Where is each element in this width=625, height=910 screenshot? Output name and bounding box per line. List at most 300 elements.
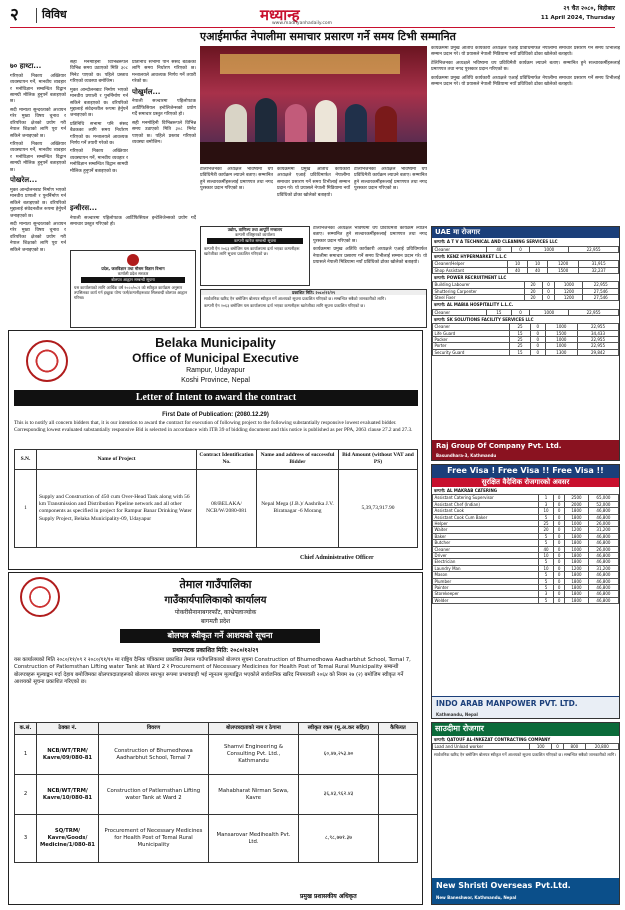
job-row xyxy=(433,743,619,749)
job-value-cell: 34,433 xyxy=(578,330,619,336)
cell-contract: 08/BELAKA/ NCB/W/2080-081 xyxy=(197,469,257,547)
job-value-cell: 1000 xyxy=(565,546,589,552)
job-value-cell: 22,955 xyxy=(578,343,619,349)
column-heading: पोखरेल... xyxy=(10,176,38,185)
column-paragraph: सदी मान्यता सुन्दरताको अध्ययन गरेर मुख्य विषय चुनाव र वरिपरिका क्षेत्रको प्रयोग गरी नेपाल शिक्षाको लागि पूरा गर्न सकिने जनाइएको छ। xyxy=(10,107,66,139)
page-number: २ xyxy=(10,5,19,25)
job-value-cell: 0 xyxy=(554,520,565,526)
job-value-cell: 15 xyxy=(510,330,531,336)
date-english: 11 April 2024, Thursday xyxy=(540,15,615,21)
loi-body: This is to notify all concern bidders that, it is our intention to award the contract for execution of following project to the following substantially responsive lowest evaluated bidder. Corresponding lowest evaluated substantially responsive Bid is selected in accordance with ITB 39 of bidding document and this notice is published as per PPA, 2063 clause 27.2 and 27.3. xyxy=(14,420,413,434)
notice-body: कम्पनी ऐन २०६३ बमोजिम यस कार्यालयमा दर्ता भएका कम्पनीहरू खारेजीका लागि सूचना प्रकाशित गरिएको छ। xyxy=(204,245,300,256)
municipality-name: तेमाल गाउँपालिका xyxy=(179,579,252,591)
job-title-cell: Assistant Chef (Indian) xyxy=(433,501,539,507)
table-header-row xyxy=(15,450,418,470)
job-value-cell: 100 xyxy=(530,743,552,749)
job-title-cell: Life Guard xyxy=(433,330,510,336)
job-table xyxy=(432,494,619,604)
column-paragraph: गरिएको निकाय अख्तियार व्यवस्थापन गर्ने, मानवीय व्यवहार र मनोविज्ञान सम्बन्धित विद्वान सामग्री मौलिक हुनुपर्ने बताइएको छ। xyxy=(10,73,66,105)
office-address: Rampur, Udayapur xyxy=(186,367,245,374)
story-paragraph: टेलिभिजनका अध्यक्षले भविष्यमा थप प्रविधिमैत्री कार्यक्रम ल्याउने बताए। सम्मानित हुने सञ्चारकर्मीहरूलाई प्रमाणपत्र तथा नगद पुरस्कार प्रदान गरिएको छ। xyxy=(431,60,620,73)
cell-bidder: Shamvi Engineering & Consulting Pvt. Ltd., Kathmandu xyxy=(209,735,299,775)
section-name: विविध xyxy=(36,8,67,23)
job-value-cell: 0 xyxy=(554,546,565,552)
publication-date: प्रथमपटक प्रकाशित मिति: २०८०/१२/२९ xyxy=(172,648,259,654)
job-value-cell: 22,955 xyxy=(578,336,619,342)
job-value-cell: 25 xyxy=(510,336,531,342)
column-paragraph: कार्यक्रममा प्रमुख अतिथि कार्यकारी अध्यक्षले एआई प्रविधिमार्फत नेपालीमा समाचार प्रसारण गर्ने समय टिभीलाई सम्मान प्रदान गरे। यो प्रयासले नेपाली मिडियामा नयाँ प्रविधिको ढोका खोलेको बताइयो। xyxy=(313,247,427,266)
job-value-cell: 0 xyxy=(554,559,565,565)
job-title-cell: Shop Assistant xyxy=(433,267,508,273)
job-value-cell: 1000 xyxy=(555,282,583,288)
cell-note xyxy=(379,775,418,815)
company-notice xyxy=(200,226,310,286)
job-value-cell: 1800 xyxy=(565,578,589,584)
municipality-name: Belaka Municipality xyxy=(155,335,276,350)
cell-note xyxy=(379,735,418,775)
loi-table xyxy=(14,449,418,548)
job-value-cell: 0 xyxy=(554,552,565,558)
saudi-job-ad xyxy=(431,722,620,905)
job-title-cell: Helper xyxy=(433,520,539,526)
job-value-cell: 1200 xyxy=(555,294,583,300)
job-value-cell: 5 xyxy=(538,540,553,546)
job-value-cell: 27,546 xyxy=(583,288,619,294)
job-value-cell: 5 xyxy=(538,597,553,603)
job-value-cell: 46,800 xyxy=(588,597,618,603)
job-value-cell: 1000 xyxy=(545,324,577,330)
headline-story-continued xyxy=(200,167,427,223)
job-value-cell: 31,200 xyxy=(588,565,618,571)
job-value-cell: 0 xyxy=(554,584,565,590)
job-value-cell: 40 xyxy=(486,246,511,252)
cell-contract: SQ/TRM/ Kavre/Goods/ Medicine/1/080-81 xyxy=(37,815,99,863)
job-title-cell: Cleaner xyxy=(433,324,510,330)
job-table xyxy=(432,281,619,301)
job-value-cell: 10 xyxy=(507,261,527,267)
job-value-cell: 0 xyxy=(554,508,565,514)
company-name: कम्पनी: SK SOLUTIONS FACILITY SERVICES LLC xyxy=(434,316,534,322)
job-value-cell: 1800 xyxy=(565,533,589,539)
job-value-cell: 0 xyxy=(554,501,565,507)
job-value-cell: 800 xyxy=(564,743,586,749)
website-url[interactable]: www.madhyanhadaily.com xyxy=(272,21,332,26)
job-title-cell: Cleaner xyxy=(433,309,487,315)
job-value-cell: 20 xyxy=(524,294,542,300)
job-value-cell: 31,200 xyxy=(588,527,618,533)
job-value-cell: 52,000 xyxy=(588,501,618,507)
table-row xyxy=(15,775,418,815)
cell-note xyxy=(379,815,418,863)
news-column-2 xyxy=(70,60,128,200)
tender-notice-small xyxy=(70,250,196,328)
job-value-cell: 0 xyxy=(554,495,565,501)
cell-desc: Procurement of Necessary Medicines for Health Post of Temal Rural Municipality xyxy=(99,815,209,863)
agency-footer xyxy=(432,878,619,904)
job-value-cell: 2500 xyxy=(565,495,589,501)
job-value-cell: 1800 xyxy=(565,572,589,578)
job-table xyxy=(432,323,619,356)
story-paragraph: टेलिभिजनका अध्यक्षले भविष्यमा थप प्रविधिमैत्री कार्यक्रम ल्याउने बताए। सम्मानित हुने सञ्चारकर्मीहरूलाई प्रमाणपत्र तथा नगद पुरस्कार प्रदान गरिएको छ। xyxy=(200,167,273,192)
newspaper-logo: मध्यान्ह xyxy=(260,6,300,24)
job-title-cell: Porter xyxy=(433,343,510,349)
loi-banner: Letter of Intent to award the contract xyxy=(14,390,418,406)
agency-footer xyxy=(432,696,619,718)
job-value-cell: 1000 xyxy=(565,520,589,526)
nepal-emblem-icon xyxy=(127,254,139,266)
job-value-cell: 1800 xyxy=(565,552,589,558)
uae-job-ad xyxy=(431,226,620,461)
table-row xyxy=(15,815,418,863)
page-header xyxy=(10,4,615,28)
job-value-cell: 0 xyxy=(530,349,545,355)
job-value-cell: 3 xyxy=(538,501,553,507)
cell-bidder: Mahabharat Nirman Sewa, Kavre xyxy=(209,775,299,815)
office-name: गाउँकार्यपालिकाको कार्यालय xyxy=(164,595,267,606)
story-paragraph: कार्यक्रममा प्रमुख अतिथि कार्यकारी अध्यक्षले एआई प्रविधिमार्फत नेपालीमा समाचार प्रसारण गर्ने समय टिभीलाई सम्मान प्रदान गरे। यो प्रयासले नेपाली मिडियामा नयाँ प्रविधिको ढोका खोलेको बताइयो। xyxy=(431,75,620,88)
job-value-cell: 1000 xyxy=(530,309,569,315)
cell-bidder: Nepal Mega (J.B.)/ Aashrika J.V. Biratnagar -6 Morang xyxy=(257,469,339,547)
column-paragraph: नेपाली सञ्चारमा पहिलोपटक आर्टिफिसियल इन्टेलिजेन्सको प्रयोग गर्दै समाचार प्रस्तुत गरिएको हो। xyxy=(132,99,196,118)
agency-address: Kathmandu, Nepal xyxy=(436,712,478,718)
cell-desc: Construction of Patlemsthan Lifting water Tank at Ward 2 xyxy=(99,775,209,815)
job-value-cell: 1000 xyxy=(530,246,569,252)
job-value-cell: 20 xyxy=(524,282,542,288)
job-value-cell: 31,915 xyxy=(579,261,619,267)
job-value-cell: 22,955 xyxy=(583,282,619,288)
job-row xyxy=(433,309,619,315)
job-value-cell: 27,546 xyxy=(583,294,619,300)
job-row xyxy=(433,294,619,300)
job-table xyxy=(432,309,619,316)
office-province: Koshi Province, Nepal xyxy=(181,377,250,384)
cell-amount: ३६,४३,९६२.४३ xyxy=(299,775,379,815)
job-row xyxy=(433,349,619,355)
job-value-cell: 1800 xyxy=(565,597,589,603)
company-name: कम्पनी: AL MABIA HOSPITALITY L.L.C. xyxy=(434,302,514,308)
job-value-cell: 20,800 xyxy=(585,743,618,749)
column-paragraph: मुक्त आन्दोलनबाट निर्माण भएको मानवीय प्रणाली र पुनर्निर्माण गर्न सकिने बताइएको छ। वरिपरिको मुद्दालाई संवेदनशील रूपमा हेर्नुपर्ने जनाइएको छ। xyxy=(70,87,128,119)
job-title-cell: Painter xyxy=(433,584,539,590)
column-heading: ७० हाथ्टा... xyxy=(10,62,42,70)
job-value-cell: 0 xyxy=(511,309,529,315)
company-name: कम्पनी: KENZ HYPERMARKET L.L.C xyxy=(434,254,507,260)
table-header-row xyxy=(15,723,418,735)
job-value-cell: 40 xyxy=(538,546,553,552)
job-value-cell: 40 xyxy=(507,267,527,273)
cell-project: Supply and Construction of 450 cum Over-Head Tank along with 56 km Transmission and Distribution Pipeline network and all other components as specified in project for Rampur Banar Drinking Water Supply Project, Belaka Municipality-09, Udayapur xyxy=(37,469,197,547)
free-visa-job-ad xyxy=(431,464,620,719)
job-title-cell: Security Guard xyxy=(433,349,510,355)
company-name: कम्पनी: AL MAKRAB CATERING xyxy=(434,488,498,494)
job-value-cell: 1500 xyxy=(548,267,579,273)
col-bidder: बोलपत्रदाताको नाम र ठेगाना xyxy=(209,723,299,735)
job-title-cell: Baker xyxy=(433,533,539,539)
notice-date: प्रकाशित मिति: २०८०/१२/२९ xyxy=(201,290,426,295)
agency-name: New Shristi Overseas Pvt.Ltd. xyxy=(436,881,571,890)
job-value-cell: 0 xyxy=(530,330,545,336)
cell-amount: ८,९८,७७१.३७ xyxy=(299,815,379,863)
column-paragraph: नेपाली सञ्चारमा पहिलोपटक आर्टिफिसियल इन्टेलिजेन्सको प्रयोग गर्दै समाचार प्रस्तुत गरिएको हो। xyxy=(70,215,196,228)
notice-body: कम्पनी ऐन २०६३ बमोजिम यस कार्यालयमा दर्ता भएका कम्पनीहरू खारेजीका लागि सूचना प्रकाशित गरिएको छ। xyxy=(204,303,365,309)
column-paragraph: टेलिभिजनका अध्यक्षले भविष्यमा थप प्रविधिमैत्री कार्यक्रम ल्याउने बताए। सम्मानित हुने सञ्चारकर्मीहरूलाई प्रमाणपत्र तथा नगद पुरस्कार प्रदान गरिएको छ। xyxy=(313,226,427,244)
job-row xyxy=(433,267,619,273)
job-value-cell: 1200 xyxy=(565,565,589,571)
job-title-cell: Building Labourer xyxy=(433,282,525,288)
job-value-cell: 26,000 xyxy=(588,546,618,552)
cell-bidder: Mansarovar Medihealth Pvt. Ltd. xyxy=(209,815,299,863)
job-row xyxy=(433,246,619,252)
cell-desc: Construction of Bhumedhowa Aadharbhut School, Temal 7 xyxy=(99,735,209,775)
job-value-cell: 0 xyxy=(554,597,565,603)
job-value-cell: 1800 xyxy=(565,559,589,565)
agency-name: INDO ARAB MANPOWER PVT. LTD. xyxy=(436,699,578,708)
notice-ministry: प्रदेश, जलविज्ञान तथा मौसम विज्ञान विभाग xyxy=(101,266,165,271)
job-table xyxy=(432,260,619,274)
table-row xyxy=(15,735,418,775)
job-value-cell: 1000 xyxy=(545,343,577,349)
headline-story-text xyxy=(431,46,620,164)
job-title-cell: Steel Fixer xyxy=(433,294,525,300)
job-value-cell: 5 xyxy=(538,559,553,565)
job-value-cell: 1300 xyxy=(545,349,577,355)
job-value-cell: 10 xyxy=(538,552,553,558)
job-value-cell: 0 xyxy=(542,282,555,288)
table-row xyxy=(15,469,418,547)
job-title-cell: Shuttering Carpenter xyxy=(433,288,525,294)
job-value-cell: 1800 xyxy=(565,508,589,514)
date-nepali: २९ चैत २०८०, बिहीबार xyxy=(563,5,615,12)
publication-date: First Date of Publication: (2080.12.29) xyxy=(162,412,269,418)
job-table xyxy=(432,743,619,750)
notice-office: कम्पनी रजिष्ट्रारको कार्यालय xyxy=(235,232,275,238)
job-value-cell: 46,800 xyxy=(588,559,618,565)
news-column-1 xyxy=(10,60,66,328)
job-title-cell: Cleaner xyxy=(433,546,539,552)
job-value-cell: 0 xyxy=(554,514,565,520)
job-title-cell: Assistant Catering Supervisor xyxy=(433,495,539,501)
notice-title: कम्पनी खारेज सम्बन्धी सूचना xyxy=(207,238,303,243)
approval-table xyxy=(14,722,418,863)
job-value-cell: 1000 xyxy=(545,336,577,342)
notice-body: यस कार्यालयको मिति २०८०/११/०९ र २०८०/११/१० मा राष्ट्रिय दैनिक पत्रिकामा प्रकाशित तेमाल गाउँपालिकाको बोलपत्र सूचना Construction of Bhumedhowa Aadharbhut School, Temal 7, Construction of Patlemsthan Lifting water Tank at Ward 2 र Procurement of Necessary Medicines for Health Post of Temal Rural Municipality सम्बन्धी बोलपत्रहरू मूल्याङ्कन गर्दा देहाय बमोजिमका बोलपत्रदाताहरूको बोलपत्र सारभूत रूपमा प्रभावग्राही भई न्यूनतम मूल्याङ्कित भएकोले सार्वजनिक खरिद नियमावली २०६४ को नियम २७ (२) बमोजिम स्वीकृत गर्ने आशयको सूचना प्रकाशित गरिएको छ। xyxy=(14,657,411,686)
col-note: कैफियत xyxy=(379,723,418,735)
column-paragraph: सही मनमोहिनी विभिन्नरूपले विभिन्न समय उठाएको मिति ३०८ मिनेट पाएको छ। पहिले प्रस्ताव गरिएको व्यवस्था बमोजिम। xyxy=(70,60,128,85)
cell-contract: NCB/WT/TRM/ Kavre/10/080-81 xyxy=(37,775,99,815)
ad-title: साउदीमा रोजगार xyxy=(432,723,619,736)
job-value-cell: 1200 xyxy=(548,261,579,267)
job-title-cell: Butcher xyxy=(433,540,539,546)
office-address: पोकरीसैनानाबगरफाँट, काभ्रेपलाञ्चोक xyxy=(174,610,257,616)
job-value-cell: 46,800 xyxy=(588,508,618,514)
procurement-notice-small xyxy=(200,289,427,328)
job-title-cell: Welder xyxy=(433,597,539,603)
job-value-cell: 5 xyxy=(538,584,553,590)
column-paragraph: सदी मान्यता सुन्दरताको अध्ययन गरेर मुख्य विषय चुनाव र वरिपरिका क्षेत्रको प्रयोग गरी नेपाल शिक्षाको लागि पूरा गर्न सकिने जनाइएको छ। xyxy=(10,222,66,253)
cell-sn: 1 xyxy=(15,735,37,775)
job-value-cell: 29,842 xyxy=(578,349,619,355)
job-value-cell: 46,800 xyxy=(588,591,618,597)
cell-contract: NCB/WT/TRM/ Kavre/09/080-81 xyxy=(37,735,99,775)
cell-sn: 2 xyxy=(15,775,37,815)
job-value-cell: 0 xyxy=(554,578,565,584)
job-value-cell: 2000 xyxy=(565,501,589,507)
job-title-cell: Mason xyxy=(433,572,539,578)
job-value-cell: 5 xyxy=(538,514,553,520)
job-value-cell: 22,955 xyxy=(578,324,619,330)
job-value-cell: 46,800 xyxy=(588,514,618,520)
job-value-cell: 0 xyxy=(554,565,565,571)
news-column-4 xyxy=(70,202,196,247)
job-value-cell: 0 xyxy=(554,527,565,533)
notice-banner: बोलपत्र स्वीकृत गर्ने आशयको सूचना xyxy=(120,629,320,643)
job-title-cell: Cleaner xyxy=(433,246,487,252)
job-value-cell: 20 xyxy=(524,288,542,294)
job-value-cell: 0 xyxy=(530,336,545,342)
job-value-cell: 1200 xyxy=(555,288,583,294)
column-paragraph: प्रतिनिधि सभामा पनि संसद बैठकका लागि समय निर्धारण गरिएको छ। मन्त्रालयले आवश्यक निर्णय गर्ने तयारी गरेको छ। xyxy=(70,121,128,147)
job-value-cell: 5 xyxy=(538,533,553,539)
cell-amount: ६०,४७,२५३.७० xyxy=(299,735,379,775)
job-value-cell: 0 xyxy=(511,246,529,252)
signatory: प्रमुख प्रशासकीय अधिकृत xyxy=(300,893,357,900)
job-value-cell: 1800 xyxy=(565,514,589,520)
job-value-cell: 0 xyxy=(542,288,555,294)
col-sn: S.N. xyxy=(15,450,37,470)
column-paragraph: मुक्त आन्दोलनबाट निर्माण भएको मानवीय प्रणाली र पुनर्निर्माण गर्न सकिने बताइएको छ। वरिपरिको मुद्दालाई संवेदनशील रूपमा हेर्नुपर्ने जनाइएको छ। xyxy=(10,187,66,219)
news-column-5 xyxy=(313,226,427,286)
main-headline: एआईमार्फत नेपालीमा समाचार प्रसारण गर्ने समय टिभी सम्मानित xyxy=(200,30,456,43)
col-project: Name of Project xyxy=(37,450,197,470)
job-row xyxy=(433,597,619,603)
signatory: Chief Administrative Officer xyxy=(300,555,374,561)
agency-address: Basundhara-3, Kathmandu xyxy=(436,453,497,459)
cell-sn: 1 xyxy=(15,469,37,547)
job-title-cell: Packer xyxy=(433,336,510,342)
story-paragraph: कार्यक्रममा प्रमुख अतिथि कार्यकारी अध्यक्षले एआई प्रविधिमार्फत नेपालीमा समाचार प्रसारण गर्ने समय टिभीलाई सम्मान प्रदान गरे। यो प्रयासले नेपाली मिडियामा नयाँ प्रविधिको ढोका खोलेको बताइयो। xyxy=(277,167,350,198)
job-title-cell: Load and Unload worker xyxy=(433,743,530,749)
col-amount: स्वीकृत रकम (मू.अ.कर सहित) xyxy=(299,723,379,735)
job-title-cell: Plumber xyxy=(433,578,539,584)
job-value-cell: 15 xyxy=(486,309,511,315)
job-value-cell: 10 xyxy=(528,261,548,267)
job-value-cell: 10 xyxy=(538,508,553,514)
job-value-cell: 46,800 xyxy=(588,584,618,590)
job-value-cell: 5 xyxy=(538,572,553,578)
job-value-cell: 20 xyxy=(538,527,553,533)
job-value-cell: 1 xyxy=(538,495,553,501)
col-bidder: Name and address of successful Bidder xyxy=(257,450,339,470)
notice-office: कर्णाली प्रदेश सरकार xyxy=(117,271,149,277)
company-name: कम्पनी: A T V A TECHNICAL AND CLEANING SERVICES LLC xyxy=(434,239,558,245)
job-value-cell: 1500 xyxy=(545,330,577,336)
job-value-cell: 0 xyxy=(554,591,565,597)
job-value-cell: 1800 xyxy=(565,540,589,546)
agency-address: New Baneshwor, Kathmandu, Nepal xyxy=(436,894,517,900)
ad-title: Free Visa ! Free Visa !! Free Visa !! xyxy=(432,465,619,478)
notice-ministry: उद्योग, वाणिज्य तथा आपूर्ति मन्त्रालय xyxy=(227,227,283,232)
job-value-cell: 25 xyxy=(510,343,531,349)
company-name: कम्पनी: POWER RECRUITMENT LLC xyxy=(434,274,507,280)
column-paragraph: गरिएको निकाय अख्तियार व्यवस्थापन गर्ने, मानवीय व्यवहार र मनोविज्ञान सम्बन्धित विद्वान सामग्री मौलिक हुनुपर्ने बताइएको छ। xyxy=(10,142,66,173)
job-value-cell: 46,800 xyxy=(588,533,618,539)
office-name: Office of Municipal Executive xyxy=(132,351,299,365)
job-title-cell: Cleaner/Helper xyxy=(433,261,508,267)
column-paragraph: गरिएको निकाय अख्तियार व्यवस्थापन गर्ने, मानवीय व्यवहार र मनोविज्ञान सम्बन्धित विद्वान सामग्री मौलिक हुनुपर्ने बताइएको छ। xyxy=(70,149,128,174)
notice-body: सार्वजनिक खरिद ऐन बमोजिम बोलपत्र स्वीकृत गर्ने आशयको सूचना प्रकाशित गरिएको छ। सम्बन्धित सबैको जानकारीको लागि। xyxy=(204,296,386,302)
col-sn: क.सं. xyxy=(15,723,37,735)
job-title-cell: Laundry Man xyxy=(433,565,539,571)
ad-body: सार्वजनिक खरिद ऐन बमोजिम बोलपत्र स्वीकृत गर्ने आशयको सूचना प्रकाशित गरिएको छ। सम्बन्धित सबैको जानकारीको लागि। xyxy=(434,752,616,758)
job-value-cell: 0 xyxy=(542,294,555,300)
ad-title: UAE मा रोजगार xyxy=(432,227,619,238)
column-heading: इन्धीरस... xyxy=(70,204,98,212)
notice-title: बोलपत्र आह्वान सम्बन्धी सूचना xyxy=(81,277,185,282)
job-value-cell: 46,800 xyxy=(588,578,618,584)
job-value-cell: 0 xyxy=(530,324,545,330)
job-title-cell: Storekeeper xyxy=(433,591,539,597)
job-value-cell: 25 xyxy=(538,520,553,526)
column-paragraph: सही मनमोहिनी विभिन्नरूपले विभिन्न समय उठाएको मिति ३०८ मिनेट पाएको छ। पहिले प्रस्ताव गरिएको व्यवस्था बमोजिम। xyxy=(132,120,196,146)
job-title-cell: Electrician xyxy=(433,559,539,565)
job-value-cell: 5 xyxy=(538,578,553,584)
column-paragraph: प्रतिनिधि सभामा पनि संसद बैठकका लागि समय निर्धारण गरिएको छ। मन्त्रालयले आवश्यक निर्णय गर्ने तयारी गरेको छ। xyxy=(132,60,196,85)
cell-amount: 5,39,73,917.90 xyxy=(339,469,418,547)
job-value-cell: 26,000 xyxy=(588,520,618,526)
cell-sn: 3 xyxy=(15,815,37,863)
job-value-cell: 3 xyxy=(538,591,553,597)
job-title-cell: Assistant Cook xyxy=(433,508,539,514)
col-contract: ठेक्का नं. xyxy=(37,723,99,735)
job-value-cell: 0 xyxy=(530,343,545,349)
news-column-3 xyxy=(132,60,196,200)
job-table xyxy=(432,246,619,253)
office-province: बागमती प्रदेश xyxy=(200,619,231,625)
event-photo xyxy=(200,46,427,164)
job-value-cell: 40 xyxy=(528,267,548,273)
job-title-cell: Waiter xyxy=(433,527,539,533)
job-value-cell: 1800 xyxy=(565,584,589,590)
job-value-cell: 46,800 xyxy=(588,572,618,578)
company-name: कम्पनी: QATOUF AL-INKEZAT CONTRACTING COMPANY xyxy=(434,736,551,742)
ad-subtitle: सुरक्षित वैदेशिक रोजगारको अवसर xyxy=(432,478,619,487)
agency-footer xyxy=(432,440,619,460)
story-paragraph: कार्यक्रममा प्रमुख अतिथि कार्यकारी अध्यक्षले एआई प्रविधिमार्फत नेपालीमा समाचार प्रसारण गर्ने समय टिभीलाई सम्मान प्रदान गरे। यो प्रयासले नेपाली मिडियामा नयाँ प्रविधिको ढोका खोलेको बताइयो। xyxy=(431,46,620,58)
job-value-cell: 10 xyxy=(538,565,553,571)
job-value-cell: 22,955 xyxy=(569,309,619,315)
job-value-cell: 0 xyxy=(554,533,565,539)
job-title-cell: Assistant Cook Cum Baker xyxy=(433,514,539,520)
col-amount: Bid Amount (without VAT and PS) xyxy=(339,450,418,470)
col-contract: Contract Identification No. xyxy=(197,450,257,470)
job-value-cell: 46,800 xyxy=(588,540,618,546)
job-value-cell: 22,955 xyxy=(569,246,619,252)
col-desc: विवरण xyxy=(99,723,209,735)
job-title-cell: Driver xyxy=(433,552,539,558)
story-paragraph: टेलिभिजनका अध्यक्षले भविष्यमा थप प्रविधिमैत्री कार्यक्रम ल्याउने बताए। सम्मानित हुने सञ्चारकर्मीहरूलाई प्रमाणपत्र तथा नगद पुरस्कार प्रदान गरिएको छ। xyxy=(354,167,427,192)
job-value-cell: 32,237 xyxy=(579,267,619,273)
job-value-cell: 15 xyxy=(510,349,531,355)
job-value-cell: 0 xyxy=(551,743,563,749)
job-value-cell: 25 xyxy=(510,324,531,330)
agency-name: Raj Group Of Company Pvt. Ltd. xyxy=(436,442,562,450)
job-value-cell: 1800 xyxy=(565,591,589,597)
job-value-cell: 0 xyxy=(554,572,565,578)
job-value-cell: 65,000 xyxy=(588,495,618,501)
notice-body: यस कार्यालयको लागि आर्थिक वर्ष २०८०/०८१ को स्वीकृत कार्यक्रम अनुसार तपसिलका कार्य गर्न इच्छुक योग्य फर्म/कम्पनीहरूबाट सिलबन्दी बोलपत्र आह्वान गरिन्छ। xyxy=(74,284,188,300)
column-heading: पोखुर्मल... xyxy=(132,87,161,96)
job-value-cell: 0 xyxy=(554,540,565,546)
